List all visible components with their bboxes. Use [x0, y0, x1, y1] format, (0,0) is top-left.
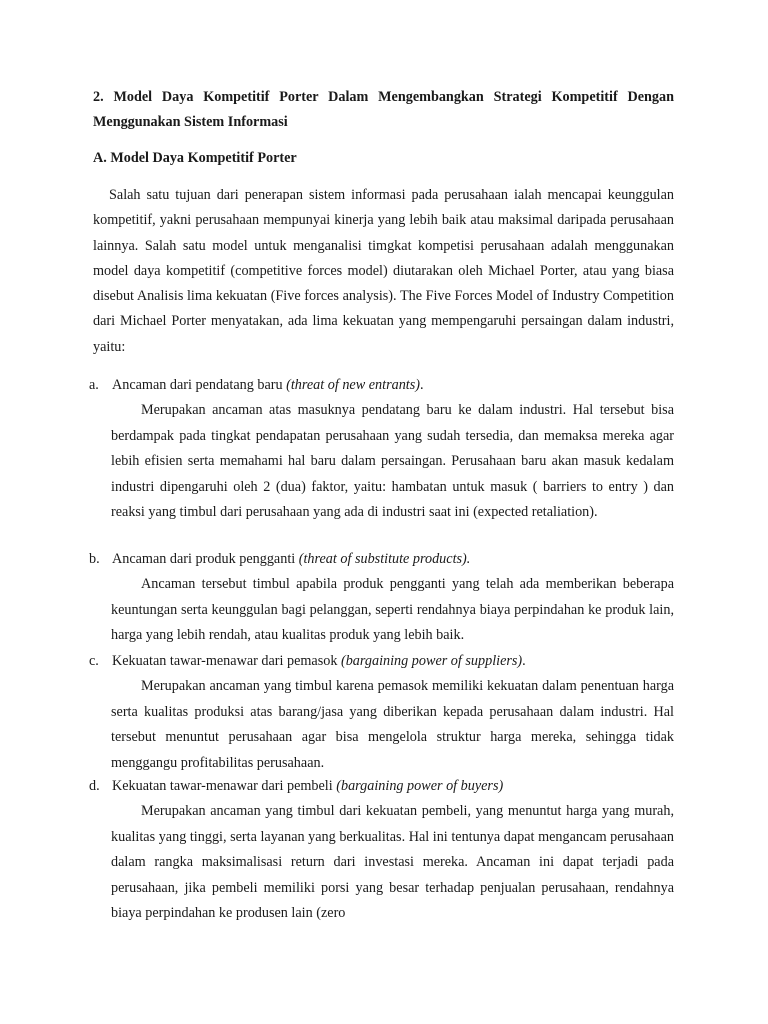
intro-paragraph: Salah satu tujuan dari penerapan sistem informasi pada perusahaan ialah mencapai keunggulan kompetitif, yakni perusahaan mempunyai kinerja yang lebih baik atau maksimal daripada perusahaan lainnya. Salah satu model untuk menganalisi timgkat kompetisi perusahaan adalah menggunakan model daya kompetitif (competitive forces model) diutarakan oleh Michael Porter, atau yang biasa disebut Analisis lima kekuatan (Five forces analysis). The Five Forces Model of Industry Competition dari Michael Porter menyatakan, ada lima kekuatan yang mempengaruhi persaingan dalam industri, yaitu: [93, 187, 674, 355]
subsection-heading: A. Model Daya Kompetitif Porter [93, 150, 297, 166]
list-item-title [112, 547, 470, 572]
list-item-title [112, 774, 503, 799]
list-item-title-text: Kekuatan tawar-menawar dari pemasok [112, 653, 341, 669]
list-item-title-suffix: . [419, 377, 424, 393]
list-item-body: Ancaman tersebut timbul apabila produk pengganti yang telah ada memberikan beberapa keuntungan serta keunggulan bagi pelanggan, seperti rendahnya biaya perpindahan ke produk lain, harga yang lebih rendah, atau kualitas produk yang lebih baik. [111, 576, 674, 643]
list-item-title-italic: (threat of new entrants) [286, 377, 420, 393]
list-item-header [89, 373, 679, 398]
list-item-title-text: Ancaman dari pendatang baru [112, 377, 287, 393]
list-item-letter: a. [89, 377, 99, 393]
list-item [89, 649, 679, 776]
section-heading: 2. Model Daya Kompetitif Porter Dalam Mengembangkan Strategi Kompetitif Dengan Menggunakan Sistem Informasi [93, 89, 674, 130]
list-item-title-text: Kekuatan tawar-menawar dari pembeli [112, 778, 337, 794]
list-item-body: Merupakan ancaman atas masuknya pendatang baru ke dalam industri. Hal tersebut bisa berdampak pada tingkat pendapatan perusahaan yang sudah tersedia, dan memaksa mereka agar lebih efisien serta memahami hal baru dalam persaingan. Perusahaan baru akan masuk kedalam industri dipengaruhi oleh 2 (dua) faktor, yaitu: hambatan untuk masuk ( barriers to entry ) dan reaksi yang timbul dari perusahaan yang ada di industri saat ini (expected retaliation). [111, 402, 674, 520]
list-item-letter: d. [89, 778, 100, 794]
list-item-title-italic: (threat of substitute products). [298, 551, 471, 567]
list-item-header [89, 774, 679, 799]
list-item-title [112, 649, 526, 674]
list-item-header [89, 547, 679, 572]
list-item-body: Merupakan ancaman yang timbul karena pemasok memiliki kekuatan dalam penentuan harga serta kualitas produksi atas barang/jasa yang diberikan kepada perusahaan dalam industri. Hal tersebut menuntut perusahaan agar bisa mengelola struktur harga mereka, sehingga tidak menggangu profitabilitas perusahaan. [111, 678, 674, 771]
list-item-body: Merupakan ancaman yang timbul dari kekuatan pembeli, yang menuntut harga yang murah, kualitas yang tinggi, serta layanan yang berkualitas. Hal ini tentunya dapat mengancam perusahaan dalam rangka maksimalisasi return dari investasi mereka. Ancaman ini dapat terjadi pada perusahaan, jika pembeli memiliki porsi yang besar terhadap penjualan perusahaan, rendahnya biaya perpindahan ke produsen lain (zero [111, 803, 674, 921]
list-item-title-suffix: . [522, 653, 526, 669]
list-item-title [112, 373, 424, 398]
list-item-title-italic: (bargaining power of suppliers) [340, 653, 523, 669]
list-item-title-text: Ancaman dari produk pengganti [112, 551, 299, 567]
list-item [89, 373, 679, 526]
list-item-letter: c. [89, 653, 99, 669]
list-item-header [89, 649, 679, 674]
list-item-letter: b. [89, 551, 100, 567]
list-item-title-italic: (bargaining power of buyers) [336, 778, 504, 794]
list-item [89, 547, 679, 649]
list-item [89, 774, 679, 927]
